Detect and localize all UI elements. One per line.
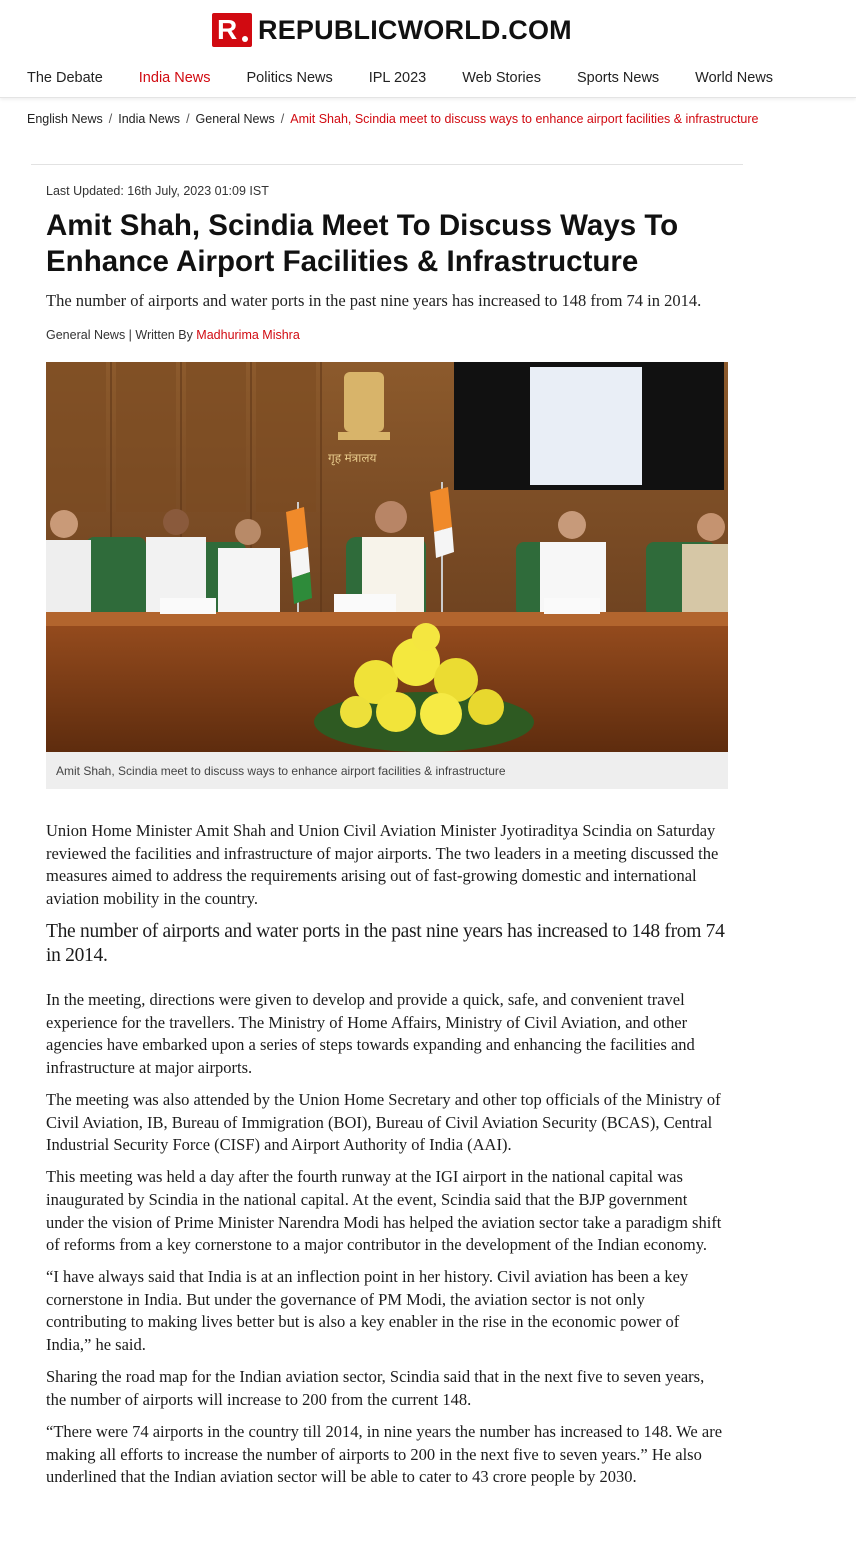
article-paragraph: “There were 74 airports in the country till 2014, in nine years the number has increased to 148. We are making all efforts to increase the number of airports to 200 in the next five to seven years.” He also underlined that the Indian aviation sector will be able to cater to 43 crore people by 2030. — [46, 1422, 723, 1487]
nav-item-sports-news[interactable]: Sports News — [576, 70, 660, 86]
breadcrumb-item-english-news[interactable]: English News — [27, 112, 103, 126]
nav-item-india-news[interactable]: India News — [138, 70, 211, 86]
main-nav — [27, 70, 809, 86]
breadcrumb — [27, 112, 759, 126]
article-body — [46, 820, 728, 1489]
byline — [46, 328, 728, 342]
breadcrumb-item-india-news[interactable]: India News — [118, 112, 181, 126]
article-paragraph: In the meeting, directions were given to develop and provide a quick, safe, and convenient travel experience for the travellers. The Ministry of Home Affairs, Ministry of Civil Aviation, and other agencies have embarked upon a series of steps towards expanding and enhancing the facilities and infrastructure at major airports. — [46, 989, 695, 1077]
written-by-label: | Written By — [125, 328, 197, 342]
nav-item-ipl-2023[interactable]: IPL 2023 — [368, 70, 427, 86]
site-logo[interactable] — [212, 13, 572, 47]
category-link[interactable]: General News — [46, 328, 126, 342]
article-paragraph: The meeting was also attended by the Union Home Secretary and other top officials of the Ministry of Civil Aviation, IB, Bureau of Immigration (BOI), Bureau of Civil Aviation Security (BCAS), Central Industrial Security Force (CISF) and Airport Authority of India (AAI). — [46, 1089, 721, 1155]
nav-item-politics-news[interactable]: Politics News — [246, 70, 333, 86]
article-paragraph: Sharing the road map for the Indian aviation sector, Scindia said that in the next five to seven years, the number of airports will increase to 200 from the current 148. — [46, 1367, 705, 1409]
article-subheadline: The number of airports and water ports in the past nine years has increased to 148 from 74 in 2014. — [46, 291, 702, 310]
breadcrumb-item-general-news[interactable]: General News — [195, 112, 275, 126]
last-updated: Last Updated: 16th July, 2023 01:09 IST — [46, 184, 269, 198]
breadcrumb-current: Amit Shah, Scindia meet to discuss ways to enhance airport facilities & infrastructure — [290, 112, 759, 126]
page-title: Amit Shah, Scindia Meet To Discuss Ways To Enhance Airport Facilities & Infrastructure — [46, 209, 679, 278]
svg-text:गृह मंत्रालय: गृह मंत्रालय — [328, 451, 377, 465]
site-header — [0, 0, 856, 98]
author-link[interactable]: Madhurima Mishra — [196, 328, 300, 342]
image-caption: Amit Shah, Scindia meet to discuss ways to enhance airport facilities & infrastructure — [46, 752, 728, 789]
header-divider — [31, 164, 743, 165]
nav-item-the-debate[interactable]: The Debate — [27, 70, 103, 86]
article — [46, 184, 728, 1498]
meeting-photo-illustration — [46, 362, 728, 752]
hero-image — [46, 362, 728, 752]
republic-logo-icon: R — [212, 13, 252, 47]
article-paragraph: This meeting was held a day after the fourth runway at the IGI airport in the national capital was inaugurated by Scindia in the national capital. At the event, Scindia said that the BJP government under the vision of Prime Minister Narendra Modi has helped the aviation sector take a paradigm shift of reforms from a key cornerstone to a major contributor in the development of the Indian economy. — [46, 1167, 722, 1255]
breadcrumb-separator: / — [108, 112, 113, 126]
breadcrumb-separator: / — [280, 112, 285, 126]
logo-text: REPUBLICWORLD.COM — [258, 14, 572, 45]
article-paragraph: “I have always said that India is at an inflection point in her history. Civil aviation has been a key cornerstone in India. But under the governance of PM Modi, the aviation sector is not only contributing to making lives better but is also a key enabler in the rise in the economic power of India,” he said. — [46, 1267, 689, 1355]
breadcrumb-separator: / — [186, 112, 190, 126]
nav-item-web-stories[interactable]: Web Stories — [462, 70, 541, 86]
article-paragraph: Union Home Minister Amit Shah and Union Civil Aviation Minister Jyotiraditya Scindia on Saturday reviewed the facilities and infrastructure of major airports. The two leaders in a meeting discussed the measures aimed to address the requirements arising out of fast-growing domestic and international aviation mobility in the country. — [46, 821, 719, 908]
nav-item-world-news[interactable]: World News — [695, 70, 774, 86]
article-pull-quote: The number of airports and water ports in the past nine years has increased to 148 from 74 in 2014. — [46, 920, 725, 966]
